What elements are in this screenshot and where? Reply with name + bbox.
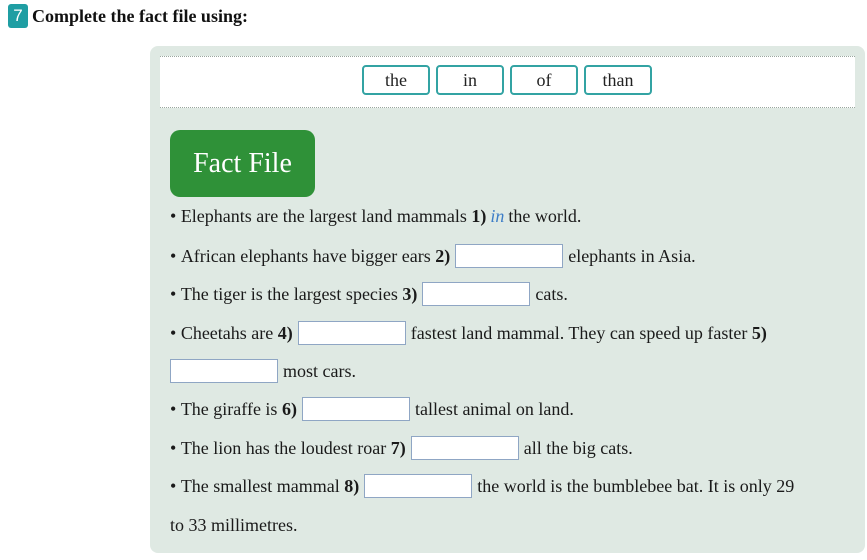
question-number: 5) [751, 323, 767, 343]
exercise-instruction: Complete the fact file using: [32, 5, 248, 26]
fact-file-title: Fact File [170, 130, 315, 197]
exercise-header [8, 3, 248, 29]
word-chip-in[interactable]: in [436, 65, 504, 95]
answer-input-8[interactable] [364, 474, 472, 498]
word-chip-of[interactable]: of [510, 65, 578, 95]
word-chip-than[interactable]: than [584, 65, 652, 95]
answer-input-3[interactable] [422, 282, 530, 306]
question-number: 1) [471, 206, 487, 226]
question-number: 3) [402, 284, 418, 304]
bullet: • [170, 284, 177, 304]
fact-file-panel [150, 46, 865, 553]
fact-item-3 [170, 280, 568, 308]
fact-item-5 [170, 357, 356, 385]
question-number: 8) [344, 476, 360, 496]
question-number: 7) [390, 438, 406, 458]
fact-text: The tiger is the largest species [180, 284, 398, 304]
answer-input-6[interactable] [302, 397, 410, 421]
answer-input-5[interactable] [170, 359, 278, 383]
fact-text: The smallest mammal [180, 476, 340, 496]
fact-item-1 [170, 202, 581, 230]
answer-input-4[interactable] [298, 321, 406, 345]
fact-item-6 [170, 395, 574, 423]
bullet: • [170, 438, 177, 458]
fact-text: elephants in Asia. [568, 246, 696, 266]
fact-text: the world is the bumblebee bat. It is only 29 [477, 476, 795, 496]
fact-text: all the big cats. [523, 438, 633, 458]
question-number: 6) [281, 399, 297, 419]
question-number: 2) [435, 246, 451, 266]
word-bank [160, 56, 855, 108]
word-chip-the[interactable]: the [362, 65, 430, 95]
bullet: • [170, 399, 177, 419]
answer-input-2[interactable] [455, 244, 563, 268]
bullet: • [170, 206, 177, 226]
fact-text: The lion has the loudest roar [180, 438, 387, 458]
question-number: 4) [277, 323, 293, 343]
fact-text: cats. [535, 284, 568, 304]
fact-text: most cars. [283, 361, 356, 381]
bullet: • [170, 246, 177, 266]
fact-text: African elephants have bigger ears [180, 246, 431, 266]
fact-item-8 [170, 472, 794, 500]
fact-text: fastest land mammal. They can speed up faster [410, 323, 748, 343]
bullet: • [170, 476, 177, 496]
fact-item-7 [170, 434, 633, 462]
fact-text: to 33 millimetres. [170, 515, 298, 535]
bullet: • [170, 323, 177, 343]
fact-text: The giraffe is [180, 399, 278, 419]
fact-text: Elephants are the largest land mammals [180, 206, 467, 226]
answer-input-7[interactable] [411, 436, 519, 460]
fact-item-2 [170, 242, 696, 270]
fact-text: tallest animal on land. [414, 399, 574, 419]
exercise-number-badge: 7 [8, 4, 28, 28]
filled-answer: in [490, 206, 505, 226]
fact-item-4 [170, 319, 767, 347]
fact-text: Cheetahs are [180, 323, 274, 343]
fact-item-8-continued [170, 511, 298, 539]
fact-text: the world. [508, 206, 582, 226]
